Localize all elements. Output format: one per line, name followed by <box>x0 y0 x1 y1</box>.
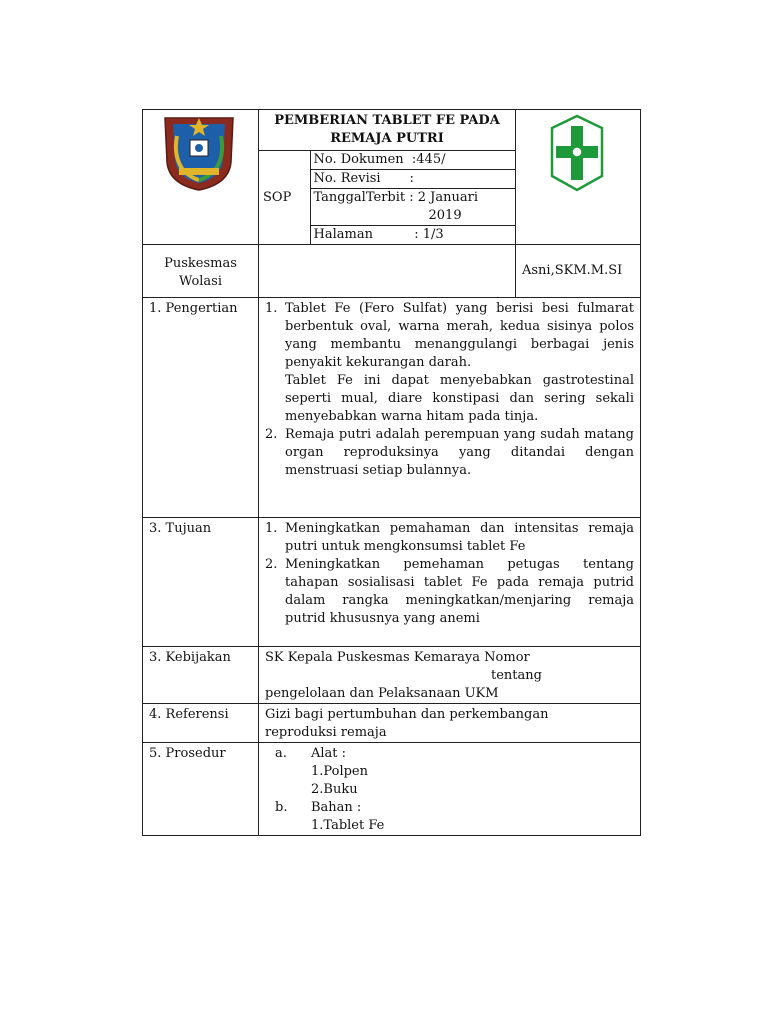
left-logo-cell <box>143 110 259 245</box>
header-center-cell <box>259 110 516 245</box>
section-label-prosedur: 5. Prosedur <box>143 743 259 836</box>
signer-name: Asni,SKM.M.SI <box>522 263 623 278</box>
section-label-kebijakan: 3. Kebijakan <box>143 647 259 704</box>
issue-date: TanggalTerbit : 2 Januari 2019 <box>310 189 516 226</box>
section-label-pengertian: 1. Pengertian <box>143 298 259 518</box>
regency-emblem-icon <box>143 110 259 200</box>
section-content-kebijakan: SK Kepala Puskesmas Kemaraya Nomor tentang pengelolaan dan Pelaksanaan UKM <box>259 647 641 704</box>
page-number: Halaman : 1/3 <box>310 226 516 245</box>
health-center-logo-icon <box>516 110 639 200</box>
sop-table <box>142 109 641 836</box>
signer-cell <box>516 245 641 298</box>
section-content-tujuan: 1. Meningkatkan pemahaman dan intensitas remaja putri untuk mengkonsumsi tablet Fe 2. Meningkatkan pemehaman petugas tentang tahapan sosialisasi tablet Fe pada remaja putrid dalam rangka meningkatkan/menjaring remaja putrid khususnya yang anemi <box>259 518 641 647</box>
sop-label: SOP <box>263 189 292 205</box>
section-label-referensi: 4. Referensi <box>143 704 259 743</box>
sop-document <box>142 109 640 836</box>
document-title: PEMBERIAN TABLET FE PADA REMAJA PUTRI <box>259 110 515 151</box>
section-content-referensi: Gizi bagi pertumbuhan dan perkembangan reproduksi remaja <box>259 704 641 743</box>
puskesmas-cell: Puskesmas Wolasi <box>143 245 259 298</box>
section-content-prosedur: a. Alat : 1.Polpen 2.Buku b. Bahan : 1.Tablet Fe <box>259 743 641 836</box>
doc-number: No. Dokumen :445/ <box>310 151 516 170</box>
section-label-tujuan: 3. Tujuan <box>143 518 259 647</box>
revision-number: No. Revisi : <box>310 170 516 189</box>
empty-signature-cell <box>259 245 516 298</box>
right-logo-cell <box>516 110 641 245</box>
section-content-pengertian: 1. Tablet Fe (Fero Sulfat) yang berisi besi fulmarat berbentuk oval, warna merah, kedua sisinya polos yang membantu menanggulangi berbagai jenis penyakit kekurangan darah. Tablet Fe ini dapat menyebabkan gastrotestinal seperti mual, diare konstipasi dan sering sekali menyebabkan warna hitam pada tinja. 2. Remaja putri adalah perempuan yang sudah matang organ reproduksinya yang ditandai dengan menstruasi setiap bulannya. <box>259 298 641 518</box>
sop-info-grid <box>259 151 516 244</box>
